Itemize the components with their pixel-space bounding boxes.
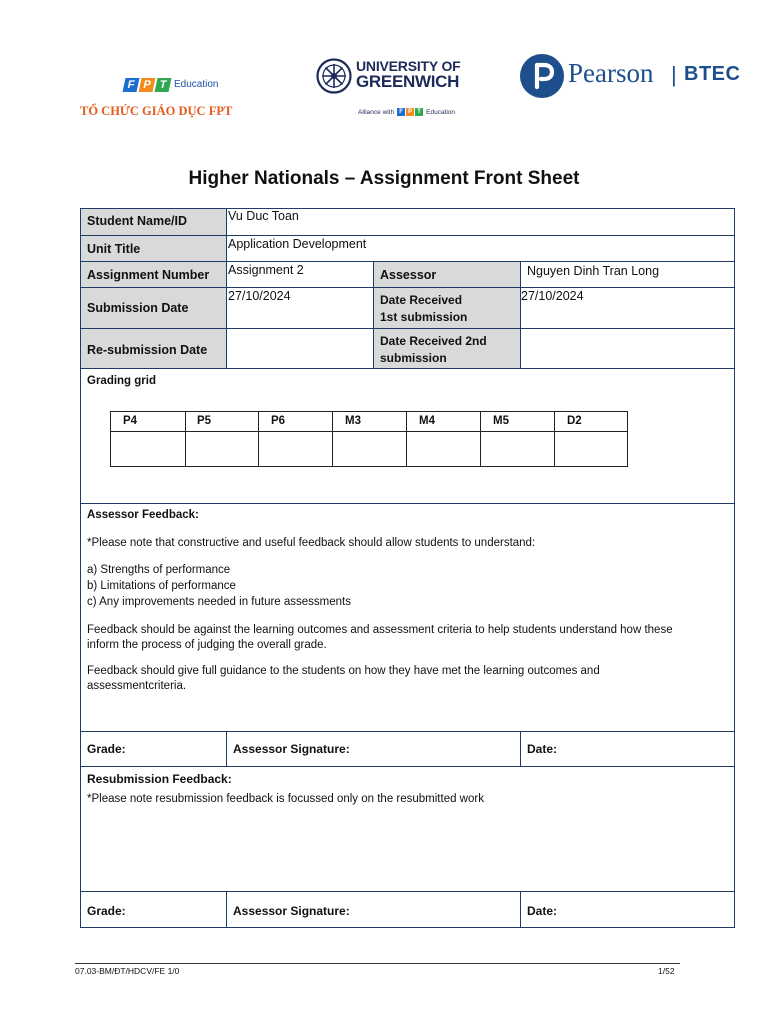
greenwich-emblem-icon [316, 58, 352, 94]
grid-column-divider [406, 411, 407, 467]
assessor-label: Assessor [380, 268, 437, 282]
alliance-letter-p: P [408, 109, 413, 115]
grading-grid-table [110, 411, 628, 467]
divider [80, 503, 735, 504]
grade-header-d2: D2 [567, 415, 582, 427]
column-divider [520, 891, 521, 928]
footer-divider [75, 963, 680, 964]
resubmission-date-label: Re-submission Date [87, 343, 208, 357]
fpt-education-text: Education [174, 79, 219, 90]
column-divider [373, 261, 374, 369]
greenwich-line-2: GREENWICH [356, 72, 460, 91]
date-received-2nd-line-1: Date Received 2nd [380, 334, 487, 348]
grid-column-divider [258, 411, 259, 467]
fpt-letter-f: F [123, 78, 140, 92]
feedback-note: *Please note that constructive and useful feedback should allow students to understand: [87, 537, 536, 549]
resubmission-assessor-signature-label: Assessor Signature: [233, 904, 350, 918]
grid-column-divider [554, 411, 555, 467]
pearson-wordmark: Pearson [568, 58, 654, 88]
assessor-value: Nguyen Dinh Tran Long [527, 264, 660, 278]
fpt-letter-p: P [139, 78, 156, 92]
date-received-1st-line-1: Date Received [380, 293, 463, 307]
btec-wordmark: BTEC [684, 63, 741, 85]
assessor-signature-label: Assessor Signature: [233, 742, 350, 756]
date-received-2nd-line-2: submission [380, 351, 447, 365]
feedback-para-1-line-2: inform the process of judging the overall grade. [87, 639, 327, 651]
grade-header-p5: P5 [197, 415, 212, 427]
alliance-fpt-blocks [397, 108, 423, 116]
grade-header-m5: M5 [493, 415, 509, 427]
grid-column-divider [480, 411, 481, 467]
column-divider [520, 261, 521, 369]
submission-date-value: 27/10/2024 [228, 289, 291, 303]
pearson-separator: | [671, 62, 677, 87]
feedback-item-b: b) Limitations of performance [87, 580, 236, 592]
grading-grid-label: Grading grid [87, 375, 156, 387]
alliance-education-text: Education [426, 108, 456, 116]
assessor-feedback-heading: Assessor Feedback: [87, 509, 199, 521]
divider [80, 731, 735, 732]
feedback-para-2-line-2: assessmentcriteria. [87, 680, 187, 692]
greenwich-logo [312, 52, 472, 124]
unit-title-value: Application Development [228, 237, 367, 251]
feedback-para-2-line-1: Feedback should give full guidance to the students on how they have met the learning outcomes and [87, 665, 600, 677]
grade-header-p4: P4 [123, 415, 138, 427]
divider [80, 287, 735, 288]
column-divider [226, 208, 227, 369]
date-received-1st-value: 27/10/2024 [521, 289, 584, 303]
column-divider [226, 731, 227, 767]
fpt-org-name: TỔ CHỨC GIÁO DỤC FPT [80, 104, 233, 118]
page-title: Higher Nationals – Assignment Front Sheet [188, 168, 580, 189]
resubmission-feedback-heading: Resubmission Feedback: [87, 772, 232, 786]
pearson-btec-logo [518, 52, 748, 102]
assignment-number-value: Assignment 2 [228, 263, 304, 277]
column-divider [226, 891, 227, 928]
resubmission-feedback-note: *Please note resubmission feedback is focussed only on the resubmitted work [87, 793, 484, 805]
date-received-1st-line-2: 1st submission [380, 310, 468, 324]
assignment-number-label: Assignment Number [87, 268, 210, 282]
feedback-para-1-line-1: Feedback should be against the learning outcomes and assessment criteria to help students understand how these [87, 624, 673, 636]
fpt-letter-blocks [124, 78, 170, 92]
footer-page-number: 1/52 [658, 966, 675, 976]
divider [80, 235, 735, 236]
divider [80, 261, 735, 262]
student-name-label: Student Name/ID [87, 214, 188, 228]
resubmission-grade-label: Grade: [87, 904, 126, 918]
divider [80, 368, 735, 369]
date-label: Date: [527, 742, 558, 756]
divider [80, 766, 735, 767]
grade-label: Grade: [87, 742, 126, 756]
divider [80, 891, 735, 892]
alliance-letter-f: F [397, 108, 405, 116]
grid-column-divider [185, 411, 186, 467]
grid-divider [110, 431, 628, 432]
unit-title-label: Unit Title [87, 242, 141, 256]
fpt-letter-t: T [155, 78, 172, 92]
resubmission-date-label: Date: [527, 904, 558, 918]
footer-document-code: 07.03-BM/ĐT/HDCV/FE 1/0 [75, 966, 180, 976]
date-received-1st-label [380, 292, 467, 326]
student-name-value: Vu Duc Toan [228, 209, 299, 223]
feedback-item-a: a) Strengths of performance [87, 564, 231, 576]
divider [80, 328, 735, 329]
date-received-2nd-label [380, 333, 487, 367]
pearson-p-icon [520, 54, 564, 98]
grade-header-m3: M3 [345, 415, 361, 427]
grid-column-divider [332, 411, 333, 467]
grade-header-m4: M4 [419, 415, 435, 427]
submission-date-label: Submission Date [87, 301, 189, 315]
greenwich-alliance [358, 108, 455, 116]
feedback-item-c: c) Any improvements needed in future assessments [87, 596, 351, 608]
alliance-letter-t: T [415, 108, 423, 116]
greenwich-line-1: UNIVERSITY OF [356, 58, 461, 74]
grade-header-p6: P6 [271, 415, 286, 427]
alliance-text: Alliance with [358, 108, 395, 116]
column-divider [520, 731, 521, 767]
fpt-education-logo [80, 70, 250, 125]
